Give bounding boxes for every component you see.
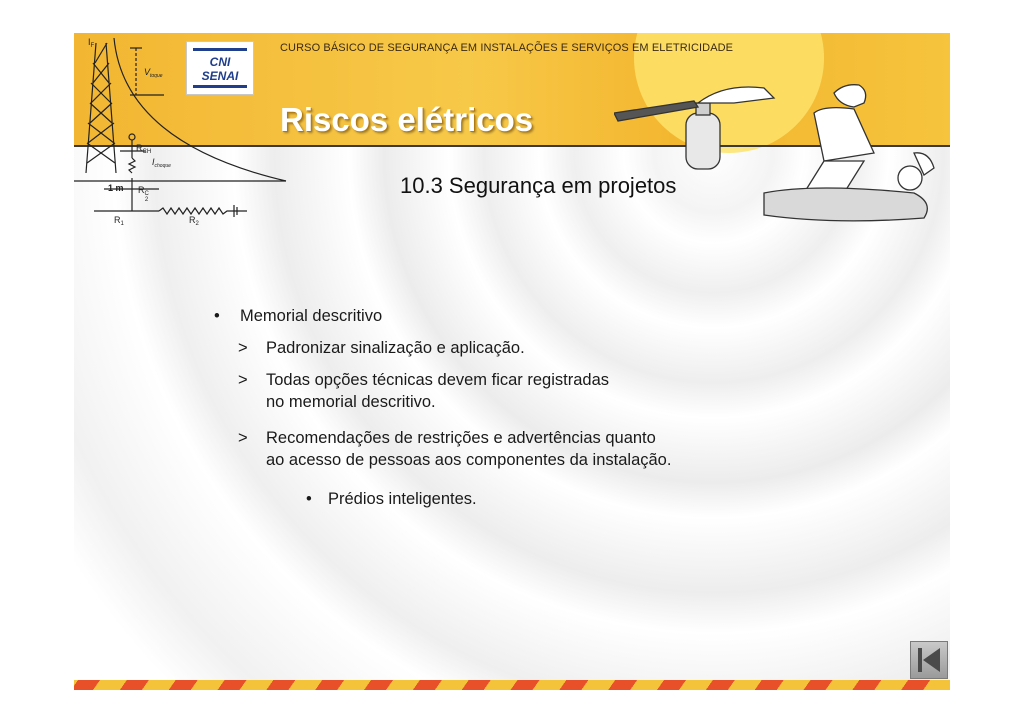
bullet-text: Memorial descritivo bbox=[240, 307, 383, 325]
first-slide-icon bbox=[911, 642, 947, 678]
first-aid-illustration bbox=[614, 43, 950, 233]
cni-senai-logo bbox=[186, 41, 254, 95]
tower-diagram bbox=[74, 33, 289, 233]
item-line: ao acesso de pessoas aos componentes da instalação. bbox=[266, 451, 672, 469]
hazard-stripe bbox=[74, 680, 950, 690]
label-ichoque: $I_{choque}$ bbox=[152, 157, 171, 169]
label-rch: $R_{CH}$ bbox=[136, 143, 152, 155]
item-marker: > bbox=[238, 339, 248, 357]
item-line: Padronizar sinalização e aplicação. bbox=[266, 339, 525, 357]
logo-senai: SENAI bbox=[201, 69, 239, 83]
item-line: Recomendações de restrições e advertências quanto bbox=[266, 429, 656, 447]
bullet-marker: • bbox=[214, 307, 220, 325]
sub-bullet-text: Prédios inteligentes. bbox=[328, 490, 477, 508]
logo-bar-top bbox=[193, 48, 247, 51]
slide bbox=[74, 33, 950, 690]
item-marker: > bbox=[238, 429, 248, 447]
label-rc: $R_C$ 2 bbox=[138, 185, 149, 203]
label-if: $I_F$ bbox=[88, 37, 95, 49]
label-vtoque: $V_{toque}$ bbox=[144, 67, 163, 79]
slide-heading: 10.3 Segurança em projetos bbox=[400, 173, 677, 198]
label-r2: $R_2$ bbox=[189, 215, 199, 227]
item-line: no memorial descritivo. bbox=[266, 393, 436, 411]
label-distance: 1 m bbox=[108, 183, 124, 193]
logo-cni: CNI bbox=[209, 55, 231, 69]
logo-bar-bottom bbox=[193, 85, 247, 88]
sub-bullet-marker: • bbox=[306, 490, 312, 508]
section-title: Riscos elétricos bbox=[280, 101, 534, 138]
item-marker: > bbox=[238, 371, 248, 389]
first-slide-button[interactable] bbox=[910, 641, 948, 679]
course-title: CURSO BÁSICO DE SEGURANÇA EM INSTALAÇÕES E SERVIÇOS EM ELETRICIDADE bbox=[280, 42, 734, 54]
label-r1: $R_1$ bbox=[114, 215, 124, 227]
item-line: Todas opções técnicas devem ficar registradas bbox=[266, 371, 610, 389]
